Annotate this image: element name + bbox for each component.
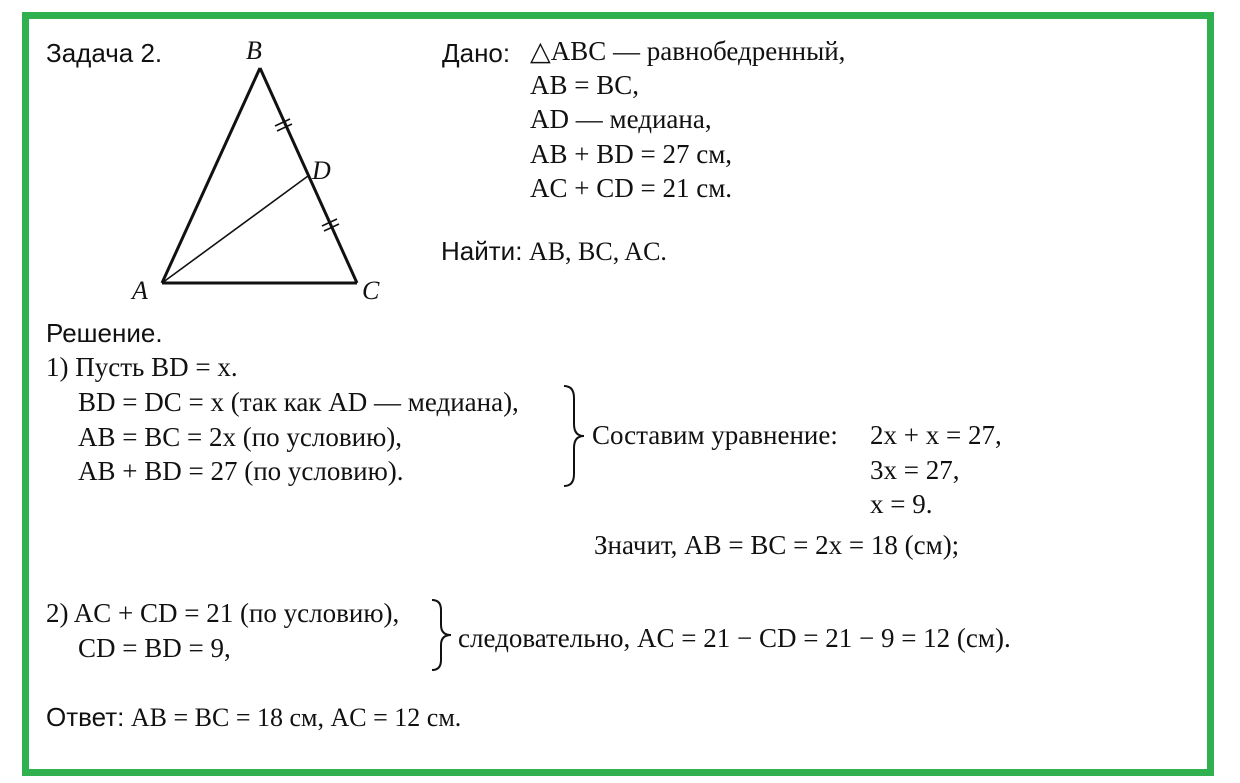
step1-intro: 1) Пусть BD = x. (46, 352, 238, 382)
answer-text: AB = BC = 18 см, AC = 12 см. (130, 703, 462, 732)
vertex-label-a: A (132, 276, 148, 305)
step2-result: следовательно, AC = 21 − CD = 21 − 9 = 12 (см). (458, 623, 1011, 653)
given-line: AB + BD = 27 см, (530, 139, 733, 169)
equation-line: x = 9. (870, 489, 933, 519)
step2-line: CD = BD = 9, (78, 633, 231, 663)
given-line: AD — медиана, (530, 104, 712, 134)
equation-line: 3x = 27, (870, 455, 960, 485)
step1-line: BD = DC = x (так как AD — медиана), (78, 387, 519, 417)
side-ab (162, 68, 260, 283)
triangle-figure (120, 40, 410, 310)
solution-heading: Решение. (46, 318, 163, 348)
given-line: AC + CD = 21 см. (530, 173, 733, 203)
median-ad (162, 176, 308, 283)
step1-line: AB + BD = 27 (по условию). (78, 456, 404, 486)
step1-line: AB = BC = 2x (по условию), (78, 422, 402, 452)
equation-line: 2x + x = 27, (870, 420, 1002, 450)
side-bc (260, 68, 357, 283)
right-brace (430, 598, 458, 672)
find-block (441, 236, 667, 267)
given-line: △ABC — равнобедренный, (530, 36, 846, 66)
right-brace (562, 384, 592, 488)
given-line: AB = BC, (530, 70, 640, 100)
find-label: Найти: (441, 236, 523, 266)
step2-line: 2) AC + CD = 21 (по условию), (46, 598, 400, 628)
answer-label: Ответ: (46, 702, 125, 732)
answer-block (46, 702, 461, 733)
vertex-label-c: C (362, 276, 380, 305)
vertex-label-d: D (312, 156, 331, 185)
given-label: Дано: (442, 38, 511, 68)
vertex-label-b: B (246, 36, 262, 65)
task-title: Задача 2. (46, 38, 163, 68)
find-text: AB, BC, AC. (528, 237, 667, 266)
step1-conclusion: Значит, AB = BC = 2x = 18 (см); (594, 530, 960, 560)
equation-lead: Составим уравнение: (592, 420, 838, 450)
